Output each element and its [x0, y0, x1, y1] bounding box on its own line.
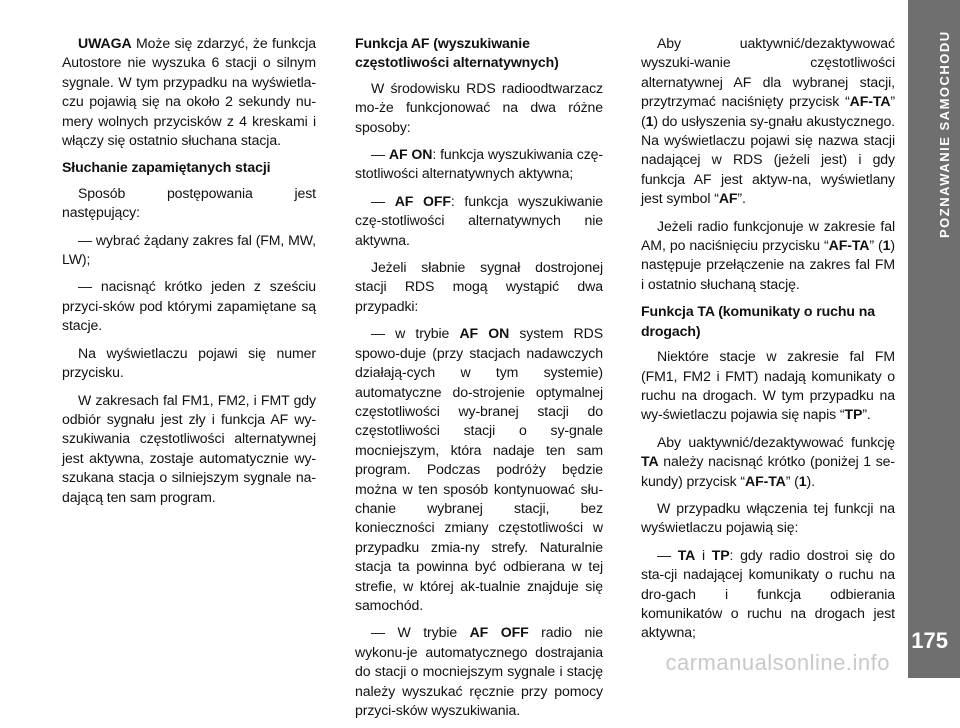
paragraph: Na wyświetlaczu pojawi się numer przycisku.	[62, 344, 316, 381]
heading-af-function: Funkcja AF (wyszukiwanie częstotliwości alternatywnych)	[355, 35, 559, 71]
column-middle	[355, 34, 603, 728]
warning-text: Może się zdarzyć, że funkcja Autostore nie wyszuka 6 stacji o silnym sygnale. W tym przypadku na wyświetla-czu pojawią się na około 2 sekundy nu-mery wolnych przycisków z 4 kreskami i włączy się ostatnio słuchana stacja.	[62, 35, 316, 149]
paragraph: W zakresach fal FM1, FM2, i FMT gdy odbiór sygnału jest zły i funkcja AF wy-szukiwania częstotliwości alternatywnej jest aktywna, zostaje automatycznie wy-szukana stacja o silniejszym sygnale na-dającą ten sam program.	[62, 391, 316, 505]
column-left	[62, 34, 316, 515]
section-title: POZNAWANIE SAMOCHODU	[937, 30, 952, 238]
watermark: carmanualsonline.info	[665, 650, 890, 675]
column-right	[641, 34, 895, 651]
section-sidebar	[908, 0, 960, 678]
paragraph: Aby uaktywnić/dezaktywować wyszuki-wanie częstotliwości alternatywnej AF dla wybranej stacji, przytrzymać naciśnięty przycisk “AF-TA” (1) do usłyszenia sy-gnału akustycznego. Na wyświetlaczu pojawi się nazwa stacji nadającej w RDS (jeżeli jest) i gdy funkcja AF jest aktyw-na, wyświetlany jest symbol “AF”.	[641, 35, 895, 207]
page-number: 175	[911, 628, 948, 653]
list-item: — AF ON: funkcja wyszukiwania czę-stotliwości alternatywnych aktywna;	[355, 146, 604, 182]
list-item: — W trybie AF OFF radio nie wykonu-je automatycznego dostrajania do stacji o mocniejszym sygnale i stację należy wyszukać ręcznie przy pomocy przyci-sków wyszukiwania.	[355, 624, 603, 718]
list-item: — TA i TP: gdy radio dostroi się do sta-cji nadającej komunikaty o ruchu na dro-gach i funkcja odbierania komunikatów o ruchu na drogach jest aktywna;	[641, 546, 896, 641]
paragraph: Jeżeli słabnie sygnał dostrojonej stacji RDS mogą wystąpić dwa przypadki:	[355, 259, 603, 314]
step-item: — nacisnąć krótko jeden z sześciu przyci-sków pod którymi zapamiętane są stacje.	[62, 278, 316, 334]
paragraph: Jeżeli radio funkcjonuje w zakresie fal AM, po naciśnięciu przycisku “AF-TA” (1) następuje przełączenie na zakres fal FM i ostatnio słuchaną stację.	[641, 217, 895, 292]
paragraph: Sposób postępowania jest następujący:	[62, 184, 316, 221]
paragraph: W środowisku RDS radioodtwarzacz mo-że funkcjonować na dwa różne sposoby:	[355, 79, 603, 135]
paragraph: Aby uaktywnić/dezaktywować funkcję TA należy nacisnąć krótko (poniżej 1 se-kundy) przycisk “AF-TA” (1).	[641, 433, 895, 489]
heading-stored-stations: Słuchanie zapamiętanych stacji	[62, 159, 271, 176]
paragraph: Niektóre stacje w zakresie fal FM (FM1, FM2 i FMT) nadają komunikaty o ruchu na drogach. W tym przypadku na wy-świetlaczu pojawia się napis “TP”.	[641, 348, 895, 423]
list-item: — w trybie AF ON system RDS spowo-duje (przy stacjach nadawczych działają-cych w tym systemie) automatyczne do-strojenie optymalnej częstotliwości wy-branej stacji do częstotliwości stacji o sy-gnale mocniejszym, która nadaje ten sam program. Podczas podróży będzie można w ten sposób kontynuować słu-chanie wybranej stacji, bez konieczności zmiany częstotliwości w przypadku zmia-ny strefy. Naturalnie stacja ta powinna być odbierana w tej strefie, w której ak-tualnie znajduje się samochód.	[355, 325, 603, 613]
step-item: — wybrać żądany zakres fal (FM, MW, LW);	[62, 231, 316, 268]
warning-paragraph	[62, 34, 316, 150]
paragraph: W przypadku włączenia tej funkcji na wyświetlaczu pojawią się:	[641, 499, 895, 536]
warning-label: UWAGA	[78, 35, 132, 51]
list-item: — AF OFF: funkcja wyszukiwanie czę-stotliwości alternatywnych nie aktywna.	[355, 192, 603, 248]
heading-ta-function: Funkcja TA (komunikaty o ruchu na drogach)	[641, 303, 875, 339]
